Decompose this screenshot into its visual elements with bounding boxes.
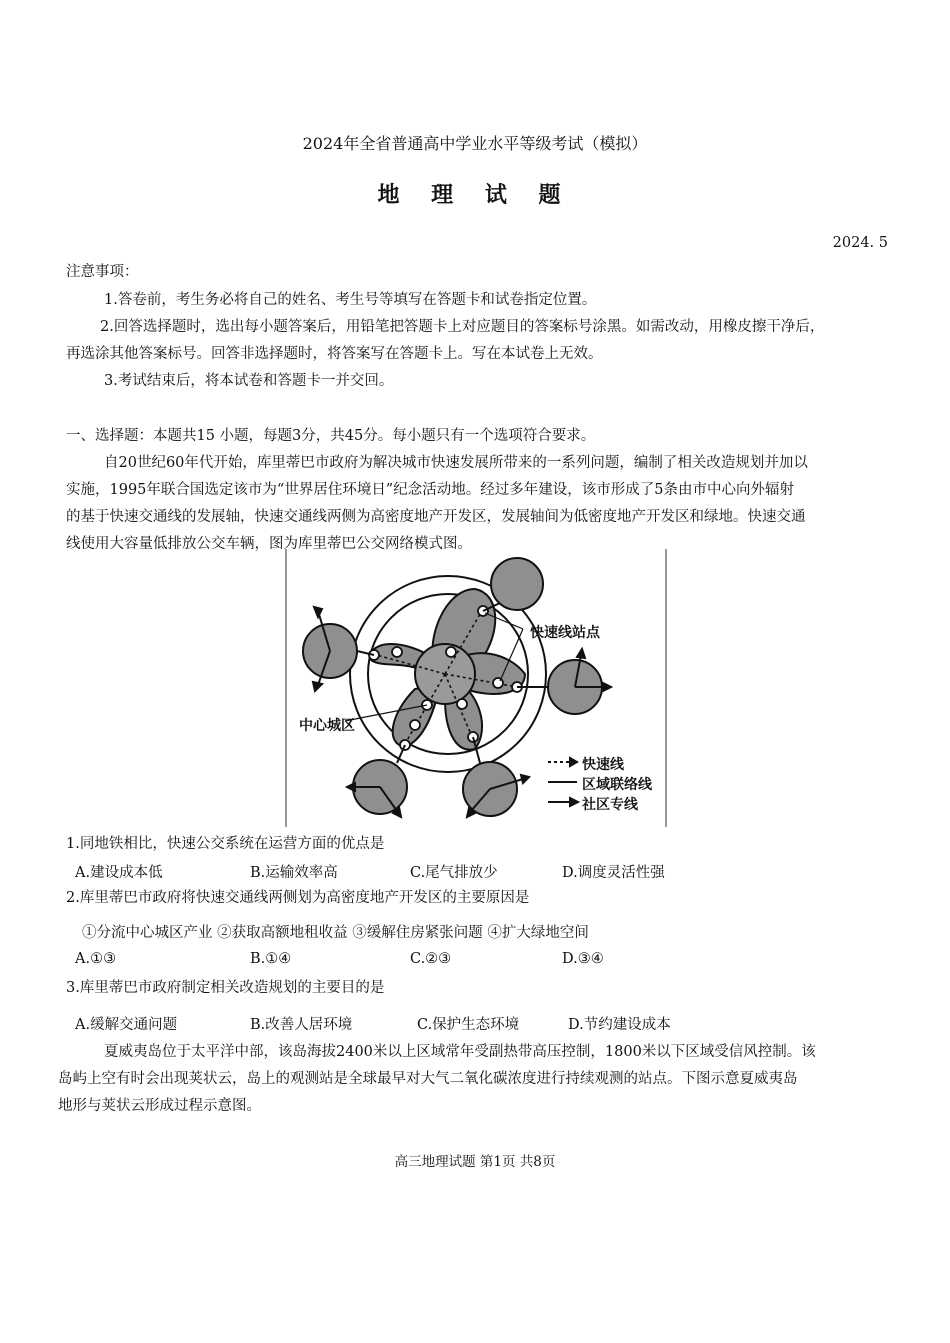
q1-option-b[interactable]: B.运输效率高 — [250, 865, 338, 881]
q2-option-c[interactable]: C.②③ — [410, 951, 452, 967]
notice-item-3: 3.考试结束后，将本试卷和答题卡一并交回。 — [104, 373, 394, 389]
notice-item-2-line-2: 再选涂其他答案标号。回答非选择题时，将答案写在答题卡上。写在本试卷上无效。 — [66, 346, 603, 362]
page-footer: 高三地理试题 第1页 共8页 — [394, 1154, 556, 1170]
passage1-line-4: 线使用大容量低排放公交车辆，图为库里蒂巴公交网络模式图。 — [66, 536, 472, 552]
q1-option-c[interactable]: C.尾气排放少 — [410, 865, 498, 881]
q2-option-b[interactable]: B.①④ — [250, 951, 292, 967]
passage1-line-1: 自20世纪60年代开始，库里蒂巴市政府为解决城市快速发展所带来的一系列问题，编制了相关改造规划并加以 — [104, 455, 808, 471]
station-label: 快速线站点 — [530, 625, 600, 641]
q1-stem: 1.同地铁相比，快速公交系统在运营方面的优点是 — [66, 836, 385, 852]
q3-stem: 3.库里蒂巴市政府制定相关改造规划的主要目的是 — [66, 980, 385, 996]
passage1-line-3: 的基于快速交通线的发展轴，快速交通线两侧为高密度地产开发区，发展轴间为低密度地产开发区和绿地。快速交通 — [66, 509, 806, 525]
q2-stem: 2.库里蒂巴市政府将快速交通线两侧划为高密度地产开发区的主要原因是 — [66, 890, 530, 906]
notice-heading: 注意事项： — [66, 264, 139, 280]
subject-title: 地 理 试 题 — [377, 182, 573, 208]
notice-item-2-line-1: 2.回答选择题时，选出每小题答案后，用铅笔把答题卡上对应题目的答案标号涂黑。如需改动，用橡皮擦干净后， — [100, 319, 825, 335]
passage2-line-2: 岛屿上空有时会出现荚状云，岛上的观测站是全球最早对大气二氧化碳浓度进行持续观测的站点。下图示意夏威夷岛 — [58, 1071, 798, 1087]
q3-option-a[interactable]: A.缓解交通问题 — [75, 1017, 178, 1033]
q2-option-d[interactable]: D.③④ — [562, 951, 604, 967]
passage2-line-1: 夏威夷岛位于太平洋中部，该岛海拔2400米以上区域常年受副热带高压控制，1800米以下区域受信风控制。该 — [104, 1044, 816, 1060]
q3-option-d[interactable]: D.节约建设成本 — [568, 1017, 671, 1033]
exam-date: 2024. 5 — [832, 235, 888, 251]
center-district-label: 中心城区 — [299, 718, 355, 734]
legend-symbols — [548, 758, 578, 806]
q1-option-d[interactable]: D.调度灵活性强 — [562, 865, 665, 881]
legend-express: 快速线 — [582, 757, 624, 773]
passage1-line-2: 实施，1995年联合国选定该市为“世界居住环境日”纪念活动地。经过多年建设，该市形成了5条由市中心向外辐射 — [66, 482, 794, 498]
curitiba-bus-network-figure — [285, 549, 667, 827]
exam-title: 2024年全省普通高中学业水平等级考试（模拟） — [302, 134, 648, 153]
legend-community: 社区专线 — [582, 797, 638, 813]
community-north — [491, 558, 543, 610]
notice-item-1: 1.答卷前，考生务必将自己的姓名、考生号等填写在答题卡和试卷指定位置。 — [104, 292, 597, 308]
q2-option-a[interactable]: A.①③ — [75, 951, 117, 967]
q1-option-a[interactable]: A.建设成本低 — [75, 865, 163, 881]
legend-regional: 区域联络线 — [582, 777, 652, 793]
section-heading: 一、选择题：本题共15 小题，每题3分，共45分。每小题只有一个选项符合要求。 — [66, 428, 596, 444]
q2-items: ①分流中心城区产业 ②获取高额地租收益 ③缓解住房紧张问题 ④扩大绿地空间 — [82, 925, 589, 941]
passage2-line-3: 地形与荚状云形成过程示意图。 — [58, 1098, 261, 1114]
q3-option-c[interactable]: C.保护生态环境 — [417, 1017, 520, 1033]
q3-option-b[interactable]: B.改善人居环境 — [250, 1017, 353, 1033]
